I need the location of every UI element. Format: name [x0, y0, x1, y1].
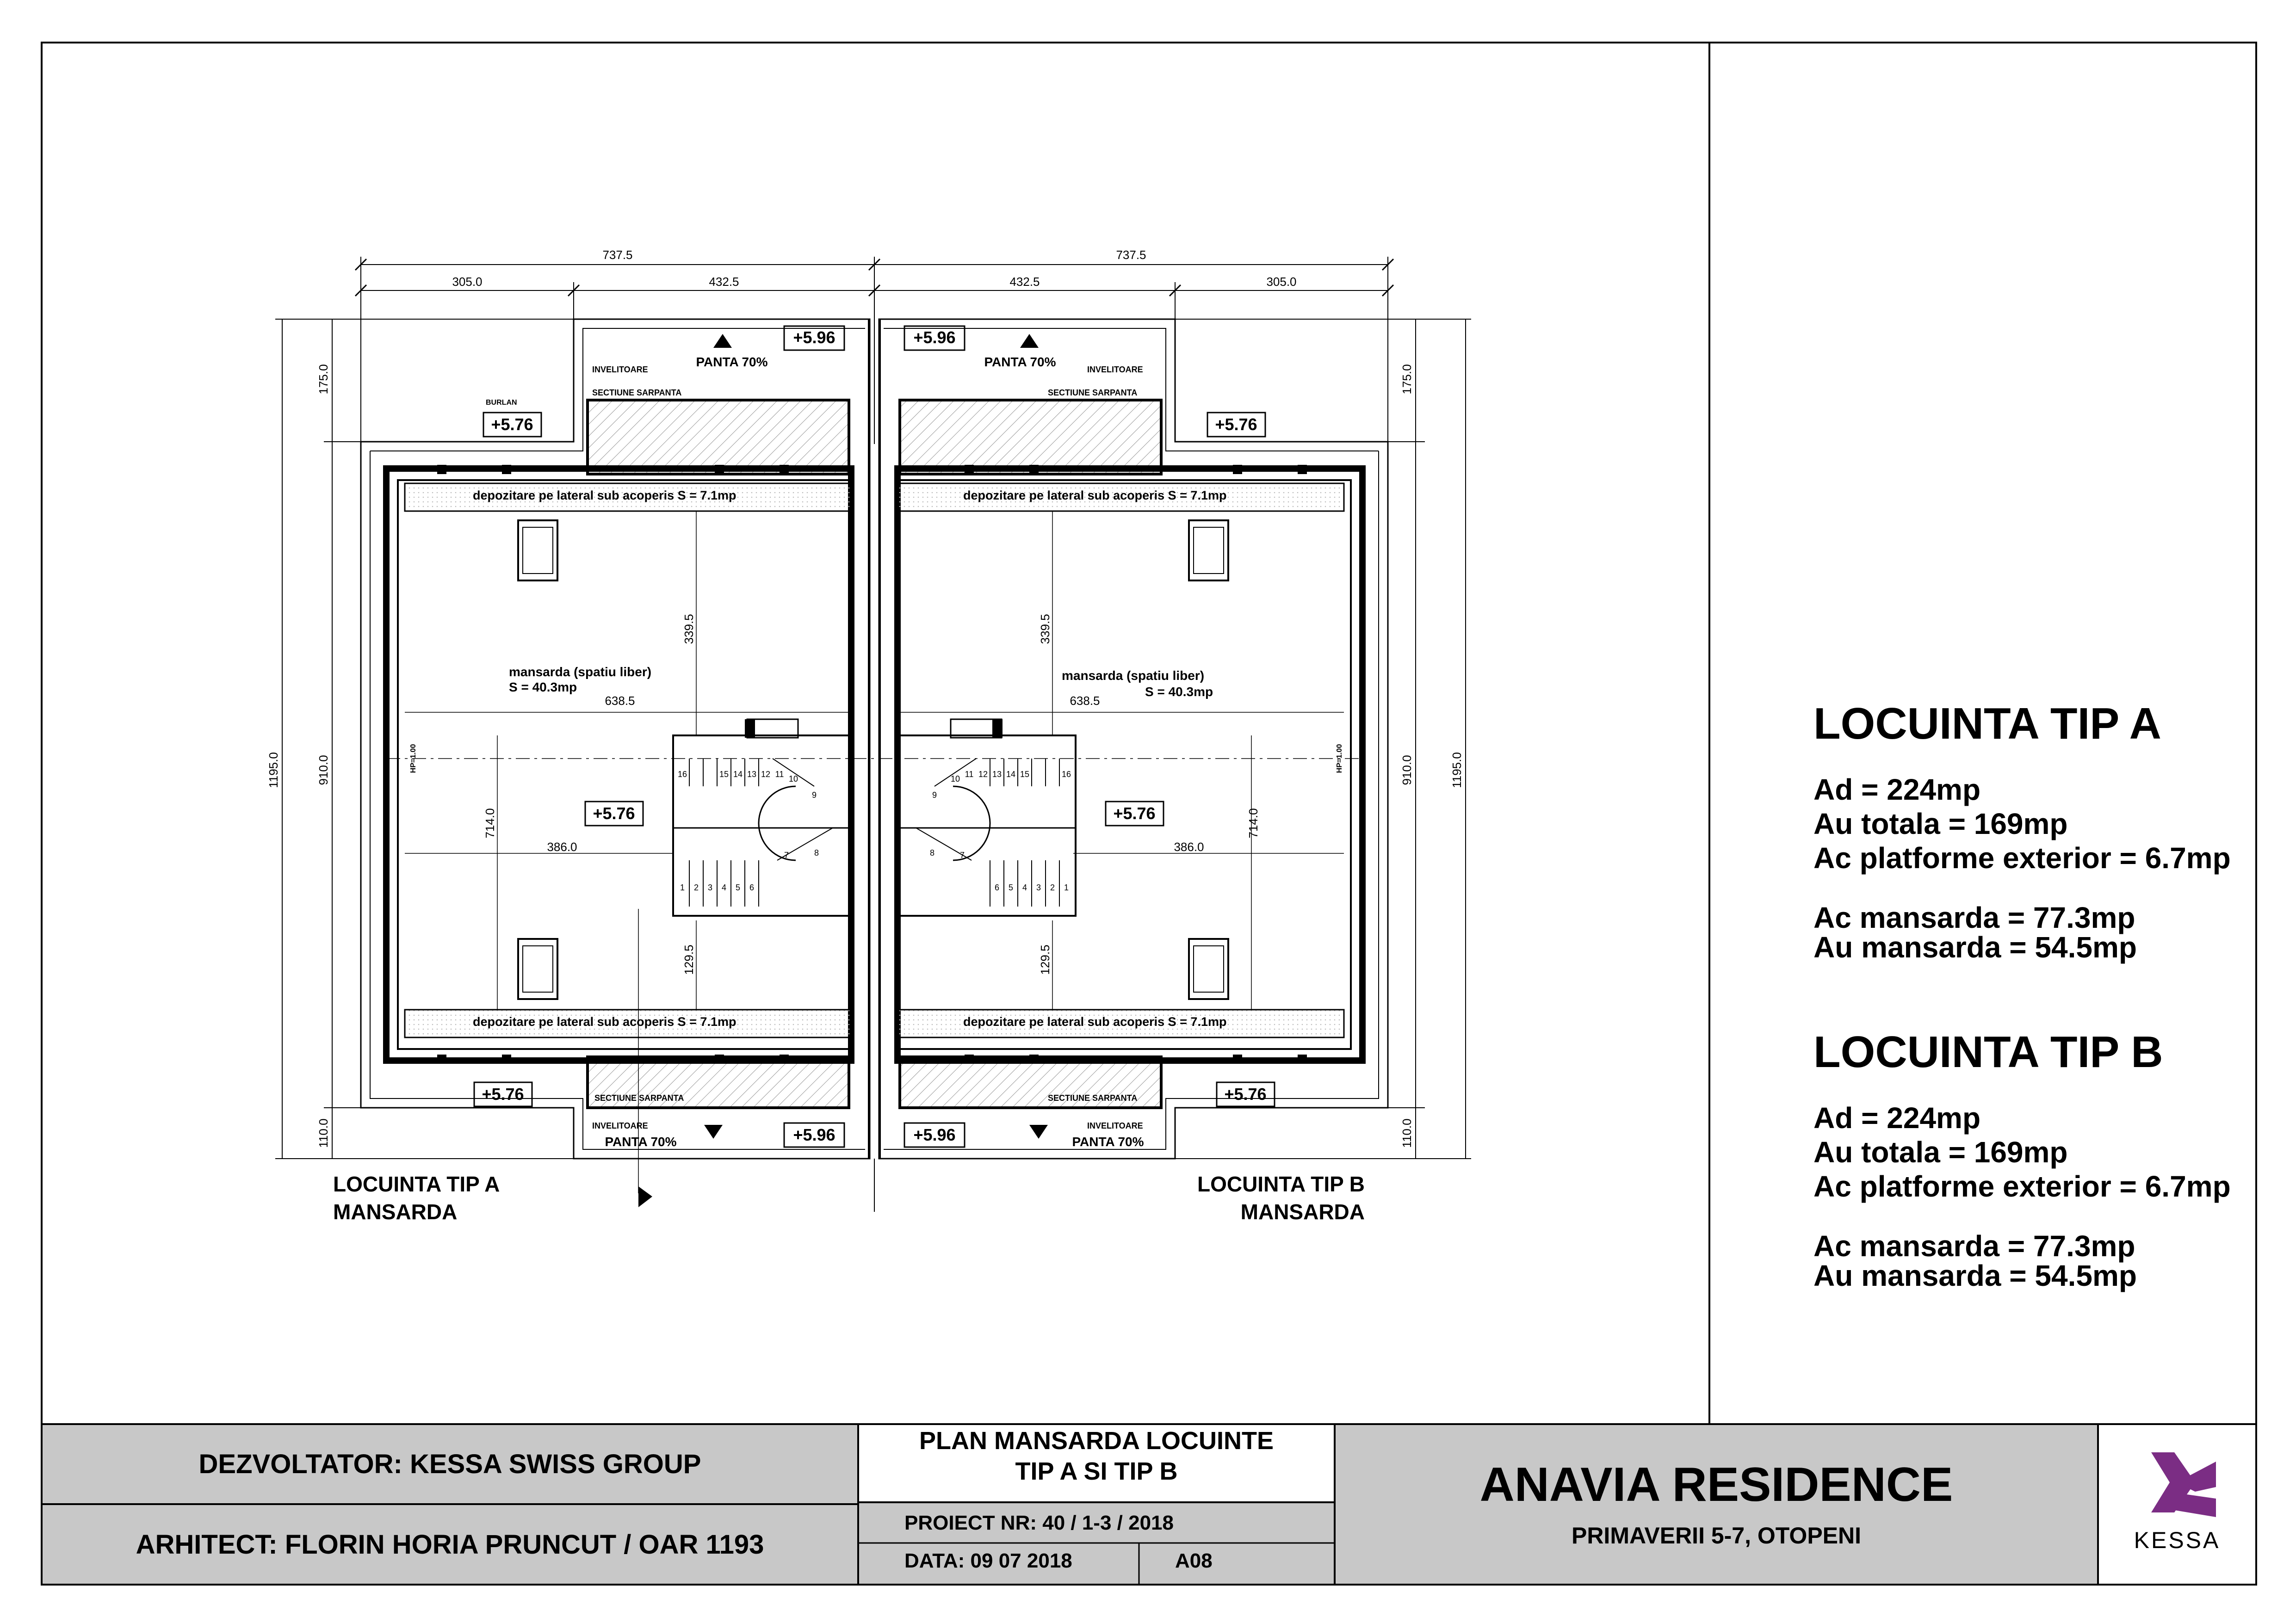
level-floor-left: +5.76 — [593, 804, 635, 823]
project-number: PROIECT NR: 40 / 1-3 / 2018 — [904, 1512, 1174, 1534]
attic-room-label-right: mansarda (spatiu liber) — [1062, 668, 1205, 683]
dim-lower-width-left: 386.0 — [547, 840, 577, 854]
info-unit-a-ac-platforme: Ac platforme exterior = 6.7mp — [1813, 841, 2231, 875]
stair-step-right: 5 — [1008, 883, 1014, 892]
dim-top-total-right: 737.5 — [1116, 248, 1146, 262]
dim-lower-small-right: 129.5 — [1038, 944, 1052, 975]
stair-step-left: 12 — [761, 770, 771, 779]
roofing-label-top-right: INVELITOARE — [1087, 365, 1143, 374]
stair-step-left: 14 — [733, 770, 743, 779]
sheet-number: A08 — [1175, 1549, 1213, 1572]
drawing-date: DATA: 09 07 2018 — [904, 1549, 1072, 1572]
stair-step-left: 6 — [749, 883, 755, 892]
stair-step-right: 12 — [978, 770, 988, 779]
level-eave-bottom-left: +5.76 — [482, 1085, 524, 1104]
info-unit-a-title: LOCUINTA TIP A — [1813, 699, 2161, 748]
plan-title — [858, 1426, 1335, 1487]
stair-step-left: 9 — [811, 790, 817, 800]
dim-side-bottom-right: 110.0 — [1400, 1118, 1414, 1148]
dim-lower-height-left: 714.0 — [483, 808, 497, 839]
slope-label-top-right: PANTA 70% — [984, 355, 1056, 369]
stair-step-right: 4 — [1022, 883, 1027, 892]
stair-step-right: 7 — [959, 851, 965, 860]
level-floor-right: +5.76 — [1113, 804, 1156, 823]
architect-label: ARHITECT: FLORIN HORIA PRUNCUT / OAR 1193 — [136, 1529, 764, 1560]
level-ridge-bottom-left: +5.96 — [793, 1125, 835, 1144]
caption-unit-b-line1: LOCUINTA TIP B — [1197, 1172, 1365, 1196]
info-unit-b-au-mansarda: Au mansarda = 54.5mp — [1813, 1259, 2137, 1292]
info-unit-b-ac-platforme: Ac platforme exterior = 6.7mp — [1813, 1170, 2231, 1203]
dim-side-mid-left: 910.0 — [316, 755, 330, 785]
storage-label-bottom-left: depozitare pe lateral sub acoperis S = 7.1mp — [473, 1015, 736, 1029]
caption-unit-a — [333, 1170, 500, 1226]
stair-step-right: 6 — [994, 883, 1000, 892]
attic-room-area-right: S = 40.3mp — [1145, 685, 1213, 699]
attic-room-area-left: S = 40.3mp — [509, 680, 577, 694]
stair-step-left: 3 — [707, 883, 713, 892]
level-ridge-bottom-right: +5.96 — [913, 1125, 956, 1144]
caption-unit-a-line1: LOCUINTA TIP A — [333, 1172, 500, 1196]
info-unit-b-ac-mansarda: Ac mansarda = 77.3mp — [1813, 1229, 2135, 1263]
stair-step-left: 15 — [719, 770, 729, 779]
stair-step-right: 3 — [1036, 883, 1041, 892]
section-label-bottom-left: SECTIUNE SARPANTA — [594, 1093, 684, 1103]
level-ridge-top-right: +5.96 — [913, 328, 956, 347]
stair-step-left: 4 — [721, 883, 727, 892]
info-unit-b-ad: Ad = 224mp — [1813, 1101, 1981, 1135]
dim-side-bottom-left: 110.0 — [316, 1118, 330, 1148]
dim-top-right-a: 432.5 — [1009, 275, 1040, 289]
stair-step-left: 7 — [784, 851, 789, 860]
info-unit-a-ad: Ad = 224mp — [1813, 773, 1981, 806]
hp-label-left: HP=1.00 — [409, 744, 417, 773]
stair-step-right: 1 — [1064, 883, 1069, 892]
section-label-top-right: SECTIUNE SARPANTA — [1048, 388, 1138, 397]
info-unit-b-title: LOCUINTA TIP B — [1813, 1027, 2163, 1077]
storage-label-bottom-right: depozitare pe lateral sub acoperis S = 7.1mp — [963, 1015, 1227, 1029]
stair-step-right: 8 — [929, 848, 935, 858]
caption-unit-a-line2: MANSARDA — [333, 1200, 458, 1224]
section-label-bottom-right: SECTIUNE SARPANTA — [1048, 1093, 1138, 1103]
info-unit-b-au-totala: Au totala = 169mp — [1813, 1135, 2068, 1169]
stair-step-right: 14 — [1006, 770, 1016, 779]
stair-step-right: 15 — [1020, 770, 1030, 779]
level-eave-top-left: +5.76 — [491, 415, 533, 434]
info-unit-a-au-totala: Au totala = 169mp — [1813, 807, 2068, 840]
stair-step-left: 2 — [693, 883, 699, 892]
caption-unit-b-line2: MANSARDA — [1240, 1200, 1365, 1224]
roofing-label-bottom-right: INVELITOARE — [1087, 1121, 1143, 1130]
dim-side-total-right: 1195.0 — [1450, 752, 1464, 788]
stair-step-right: 13 — [992, 770, 1002, 779]
dim-lower-width-right: 386.0 — [1174, 840, 1204, 854]
dim-top-left-a: 305.0 — [452, 275, 483, 289]
stair-step-left: 1 — [680, 883, 685, 892]
dim-side-top-right: 175.0 — [1400, 364, 1414, 395]
dim-room-width-right: 638.5 — [1070, 694, 1100, 708]
hp-label-right: HP=1.00 — [1336, 744, 1343, 773]
dim-top-total-left: 737.5 — [602, 248, 633, 262]
stair-step-right: 10 — [950, 774, 960, 784]
stair-step-left: 5 — [735, 883, 741, 892]
section-label-top-left: SECTIUNE SARPANTA — [592, 388, 682, 397]
dim-side-top-left: 175.0 — [316, 364, 330, 395]
stair-step-left: 16 — [677, 770, 687, 779]
slope-label-bottom-right: PANTA 70% — [1072, 1135, 1144, 1149]
dim-room-width-left: 638.5 — [605, 694, 635, 708]
storage-label-top-left: depozitare pe lateral sub acoperis S = 7.1mp — [473, 488, 736, 502]
stair-step-right: 2 — [1050, 883, 1055, 892]
roofing-label-top-left: INVELITOARE — [592, 365, 648, 374]
dim-top-left-b: 432.5 — [709, 275, 739, 289]
developer-label: DEZVOLTATOR: KESSA SWISS GROUP — [198, 1449, 701, 1479]
stair-step-left: 11 — [775, 770, 784, 779]
stair-step-left: 10 — [788, 774, 798, 784]
kessa-logo-text: KESSA — [2134, 1527, 2221, 1553]
level-ridge-top-left: +5.96 — [793, 328, 835, 347]
level-eave-top-right: +5.76 — [1215, 415, 1257, 434]
dim-side-mid-right: 910.0 — [1400, 755, 1414, 785]
info-unit-b — [1813, 1027, 2231, 1290]
info-unit-a-au-mansarda: Au mansarda = 54.5mp — [1813, 931, 2137, 964]
info-unit-a — [1813, 698, 2231, 962]
stair-step-right: 11 — [965, 770, 974, 779]
storage-label-top-right: depozitare pe lateral sub acoperis S = 7.1mp — [963, 488, 1227, 502]
info-unit-a-ac-mansarda: Ac mansarda = 77.3mp — [1813, 901, 2135, 934]
stair-step-left: 13 — [747, 770, 757, 779]
dim-lower-height-right: 714.0 — [1246, 808, 1260, 839]
floor-plan — [275, 257, 1471, 1212]
dim-lower-small-left: 129.5 — [682, 944, 696, 975]
attic-room-label-left: mansarda (spatiu liber) — [509, 665, 652, 679]
wall-posts — [437, 465, 1307, 1064]
dim-top-right-b: 305.0 — [1266, 275, 1297, 289]
plan-title-line2: TIP A SI TIP B — [1015, 1457, 1178, 1485]
roofing-label-bottom-left: INVELITOARE — [592, 1121, 648, 1130]
stair-step-right: 16 — [1061, 770, 1071, 779]
slope-label-bottom-left: PANTA 70% — [605, 1135, 677, 1149]
project-name: ANAVIA RESIDENCE — [1479, 1457, 1953, 1512]
dim-side-total-left: 1195.0 — [266, 752, 280, 788]
project-address: PRIMAVERII 5-7, OTOPENI — [1571, 1523, 1862, 1549]
dim-room-height-left: 339.5 — [682, 614, 696, 644]
stair-step-right: 9 — [932, 790, 937, 800]
stair-step-left: 8 — [814, 848, 819, 858]
downpipe-label: BURLAN — [486, 399, 517, 407]
slope-label-top-left: PANTA 70% — [696, 355, 768, 369]
dim-room-height-right: 339.5 — [1038, 614, 1052, 644]
plan-title-line1: PLAN MANSARDA LOCUINTE — [919, 1427, 1274, 1455]
caption-unit-b — [1180, 1170, 1365, 1226]
level-eave-bottom-right: +5.76 — [1224, 1085, 1267, 1104]
